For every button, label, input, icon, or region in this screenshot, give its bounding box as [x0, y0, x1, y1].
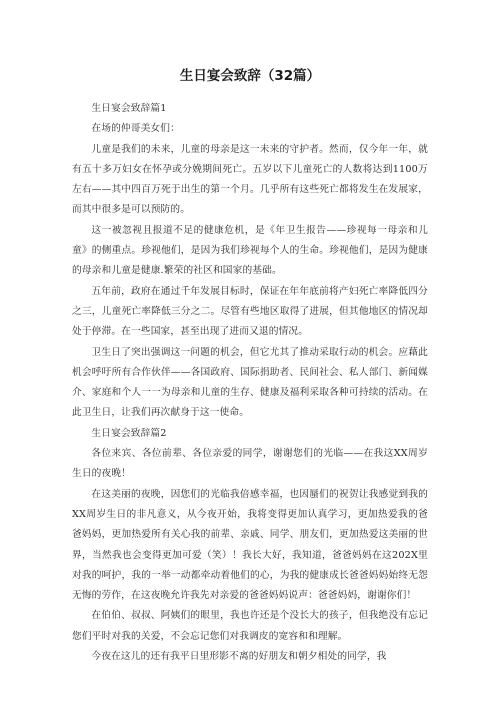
paragraph: 五年前，政府在通过千年发展目标时，保证在年年底前将产妇死亡率降低四分之三，儿童死亡率降低三分之二。尽管有些地区取得了进展，但其他地区的情况却处于停滞。在一些国家，甚至出现了进而又退的情况。 — [72, 285, 428, 338]
paragraph: 卫生日了突出强调这一问题的机会，但它尤其了推动采取行动的机会。应藉此机会呼吁所有合作伙伴——各国政府、国际捐助者、民间社会、私人部门、新闻媒介、家庭和个人一一为母亲和儿童的生存、健康及福利采取各种可持续的活动。在此卫生日，让我们再次献身于这一使命。 — [72, 346, 428, 419]
paragraph: 儿童是我们的未来，儿童的母亲是这一未来的守护者。然而，仅今年一年，就有五十多万妇女在怀孕或分娩期间死亡。五岁以下儿童死亡的人数将达到1100万左右——其中四百万死于出生的第一个月。几乎所有这些死亡都将发生在发展家，而其中很多是可以预防的。 — [72, 143, 428, 216]
document-title: 生日宴会致辞（32篇） — [179, 68, 321, 84]
paragraph: 这一被忽视且报道不足的健康危机，是《年卫生报告——珍视每一母亲和儿童》的侧重点。珍视他们，是因为我们珍视每个人的生命。珍视他们，是因为健康的母亲和儿童是健康.繁荣的社区和国家的基础。 — [72, 224, 428, 277]
paragraph: 在这美丽的夜晚，因您们的光临我倍感幸福，也因蜃们的祝贺让我感觉到我的XX周岁生日的非凡意义，从今夜开始，我将变得更加认真学习，更加热爱我的爸爸妈妈，更加热爱所有关心我的前辈、亲戚、同学、朋友们，更加热爱这美丽的世界，当然我也会变得更加可爱（笑）！我长大好，我知道，爸爸妈妈在这202X里对我的呵护，我的一举一动都牵动着他们的心，为我的健康成长爸爸妈妈始终无怨无悔的劳作，在这夜晚允许我先对亲爱的爸爸妈妈说声：爸爸妈妈，谢谢你们！ — [72, 488, 428, 602]
section-heading: 生日宴会致辞篇1 — [91, 103, 167, 114]
paragraph: 今夜在这儿的还有我平日里形影不离的好朋友和朝夕相处的同学，我 — [91, 651, 387, 663]
section-heading: 生日宴会致辞篇2 — [91, 427, 167, 439]
document-body — [72, 99, 428, 667]
paragraph: 各位来宾、各位前辈、各位亲爱的同学，谢谢您们的光临——在我这XX周岁生日的夜晚！ — [72, 448, 428, 480]
salutation: 在场的仲哥美女们： — [91, 123, 180, 135]
paragraph: 在伯伯、叔叔、阿姨们的眼里，我也许还是个没长大的孩子，但我绝没有忘记您们平时对我的关爱，不会忘记您们对我调皮的宽容和和理解。 — [72, 610, 428, 642]
